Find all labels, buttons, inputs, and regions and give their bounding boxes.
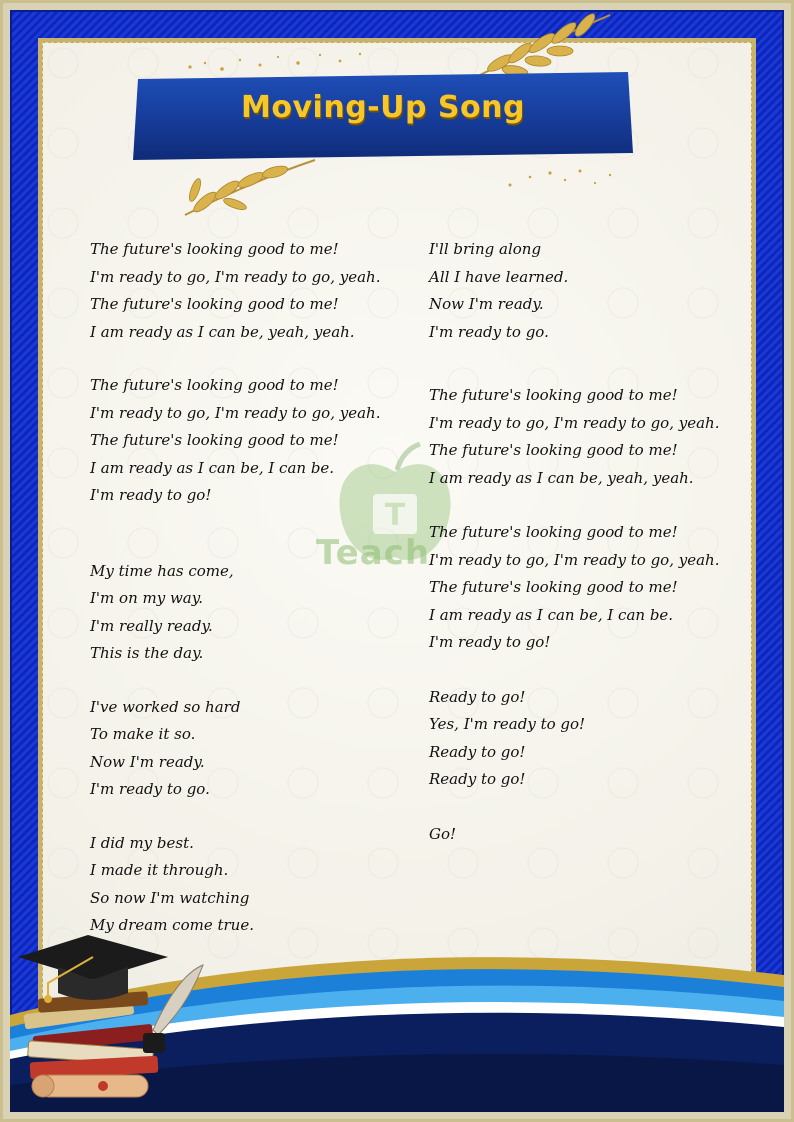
lyric-line: My time has come, (90, 561, 234, 580)
lyric-line: The future's looking good to me! (429, 523, 678, 541)
lyric-line: I did my best. (90, 833, 194, 852)
lyric-line: I am ready as I can be, yeah, yeah. (429, 468, 694, 487)
lyric-line: I'm ready to go. (90, 780, 210, 798)
lyric-line: Now I'm ready. (90, 752, 205, 771)
lyrics-stanza (90, 372, 410, 510)
quill-icon (143, 965, 203, 1053)
lyric-line: My dream come true. (90, 916, 254, 934)
lyrics-stanza (90, 236, 410, 346)
lyric-line: The future's looking good to me! (90, 240, 339, 258)
lyric-line: I'm ready to go, I'm ready to go, yeah. (90, 403, 381, 422)
lyric-line: Yes, I'm ready to go! (429, 715, 586, 733)
lyric-line: I made it through. (90, 861, 229, 879)
book-stack-icon (23, 991, 158, 1079)
lyric-line: I'm on my way. (90, 589, 203, 607)
lyric-line: I'll bring along (429, 240, 542, 258)
lyric-line: Ready to go! (429, 770, 526, 788)
lyrics-stanza (429, 382, 749, 492)
lyric-line: Ready to go! (429, 687, 526, 706)
lyric-line: I am ready as I can be, I can be. (429, 605, 674, 624)
lyrics-right-column (429, 236, 749, 875)
title-banner (133, 72, 633, 160)
page-title: Moving-Up Song (241, 90, 525, 125)
lyric-line: I'm ready to go! (90, 486, 212, 504)
lyric-line: All I have learned. (429, 267, 569, 286)
lyric-line: I'm ready to go, I'm ready to go, yeah. (90, 267, 381, 286)
lyric-line: Ready to go! (429, 742, 526, 761)
lyric-line: The future's looking good to me! (90, 431, 339, 449)
lyrics-stanza (429, 236, 749, 346)
lyric-line: Now I'm ready. (429, 295, 544, 313)
graduation-illustration (18, 935, 218, 1110)
lyrics-stanza (90, 830, 410, 940)
lyric-line: The future's looking good to me! (90, 376, 339, 394)
lyric-line: I'm ready to go, I'm ready to go, yeah. (429, 550, 720, 569)
lyric-line: Go! (429, 824, 457, 843)
watermark-text: Teach (316, 533, 431, 573)
svg-text:T: T (384, 498, 406, 533)
lyric-line: I am ready as I can be, I can be. (90, 458, 335, 477)
lyric-line: I'm ready to go, I'm ready to go, yeah. (429, 413, 720, 432)
lyric-line: I'm ready to go! (429, 633, 551, 651)
lyric-line: I am ready as I can be, yeah, yeah. (90, 322, 355, 341)
lyrics-left-column (90, 236, 410, 967)
lyric-line: The future's looking good to me! (90, 295, 339, 313)
lyric-line: This is the day. (90, 644, 204, 662)
lyrics-stanza (429, 821, 749, 849)
lyrics-stanza (429, 519, 749, 657)
leaf-ornament-icon (165, 150, 325, 225)
lyric-line: I'm ready to go. (429, 322, 549, 341)
lyric-line: I've worked so hard (90, 697, 241, 716)
lyric-line: The future's looking good to me! (429, 578, 678, 596)
diploma-scroll-icon (32, 1075, 148, 1097)
lyrics-stanza (429, 684, 749, 794)
lyrics-stanza (90, 558, 410, 668)
lyric-line: To make it so. (90, 725, 196, 743)
lyric-line: The future's looking good to me! (429, 386, 678, 404)
lyric-line: The future's looking good to me! (429, 441, 678, 459)
lyrics-stanza (90, 694, 410, 804)
lyric-line: So now I'm watching (90, 888, 250, 907)
lyric-line: I'm really ready. (90, 616, 213, 635)
